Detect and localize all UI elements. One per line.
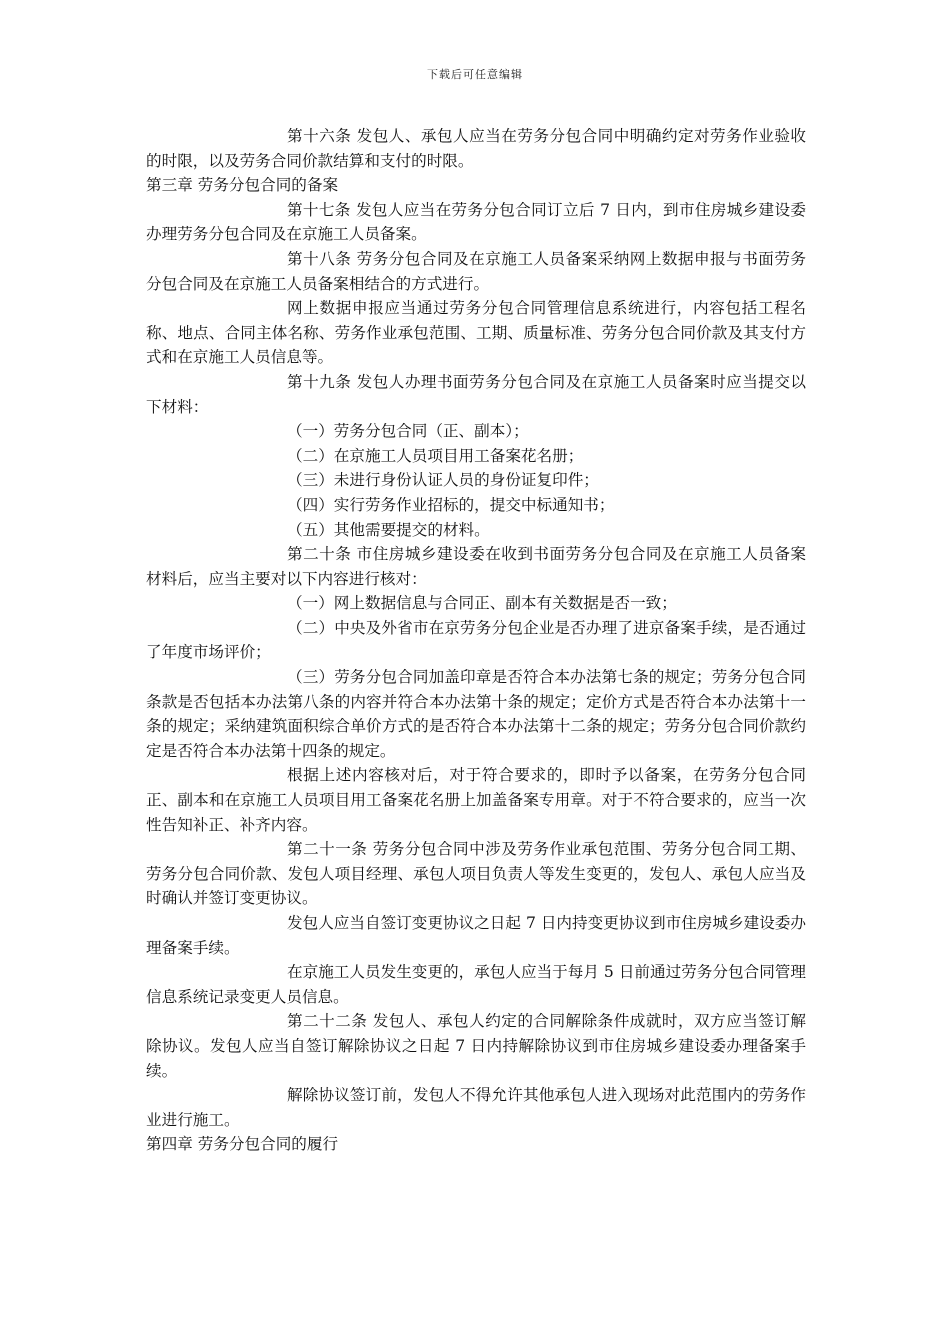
chapter-3-heading: 第三章 劳务分包合同的备案 [146, 176, 339, 195]
personnel-change-paragraph: 在京施工人员发生变更的，承包人应当于每月 5 日前通过劳务分包合同管理信息系统记录变更人员信息。 [146, 963, 806, 1006]
list-item-4: （四）实行劳务作业招标的，提交中标通知书； [287, 495, 615, 514]
list-item-3: （三）未进行身份认证人员的身份证复印件； [287, 471, 599, 490]
page-header-note: 下载后可任意编辑 [427, 68, 523, 81]
check-item-2: （二）中央及外省市在京劳务分包企业是否办理了进京备案手续，是否通过了年度市场评价； [146, 618, 806, 662]
check-item-1: （一）网上数据信息与合同正、副本有关数据是否一致； [287, 594, 677, 613]
list-item-5: （五）其他需要提交的材料。 [287, 520, 490, 539]
check-item-3: （三）劳务分包合同加盖印章是否符合本办法第七条的规定；劳务分包合同条款是否包括本办法第八条的内容并符合本办法第十条的规定；定价方式是否符合本办法第十一条的规定；采纳建筑面积综合单价方式的是否符合本办法第十二条的规定；劳务分包合同价款约定是否符合本办法第十四条的规定。 [146, 668, 806, 760]
article-17: 第十七条 发包人应当在劳务分包合同订立后 7 日内，到市住房城乡建设委办理劳务分包合同及在京施工人员备案。 [146, 200, 806, 244]
article-21: 第二十一条 劳务分包合同中涉及劳务作业承包范围、劳务分包合同工期、劳务分包合同价款、发包人项目经理、承包人项目负责人等发生变更的，发包人、承包人应当及时确认并签订变更协议。 [146, 840, 806, 908]
document-body [146, 124, 806, 1157]
chapter-4-heading: 第四章 劳务分包合同的履行 [146, 1135, 339, 1154]
article-20: 第二十条 市住房城乡建设委在收到书面劳务分包合同及在京施工人员备案材料后，应当主要对以下内容进行核对： [146, 545, 806, 588]
online-declaration-paragraph: 网上数据申报应当通过劳务分包合同管理信息系统进行，内容包括工程名称、地点、合同主体名称、劳务作业承包范围、工期、质量标准、劳务分包合同价款及其支付方式和在京施工人员信息等。 [146, 299, 806, 367]
article-16: 第十六条 发包人、承包人应当在劳务分包合同中明确约定对劳务作业验收的时限，以及劳务合同价款结算和支付的时限。 [146, 127, 806, 170]
article-19: 第十九条 发包人办理书面劳务分包合同及在京施工人员备案时应当提交以下材料： [146, 372, 806, 416]
verification-result-paragraph: 根据上述内容核对后，对于符合要求的，即时予以备案，在劳务分包合同正、副本和在京施工人员项目用工备案花名册上加盖备案专用章。对于不符合要求的，应当一次性告知补正、补齐内容。 [146, 766, 806, 834]
article-18: 第十八条 劳务分包合同及在京施工人员备案采纳网上数据申报与书面劳务分包合同及在京施工人员备案相结合的方式进行。 [146, 249, 806, 293]
change-filing-paragraph: 发包人应当自签订变更协议之日起 7 日内持变更协议到市住房城乡建设委办理备案手续。 [146, 914, 806, 957]
termination-paragraph: 解除协议签订前，发包人不得允许其他承包人进入现场对此范围内的劳务作业进行施工。 [146, 1086, 806, 1129]
article-22: 第二十二条 发包人、承包人约定的合同解除条件成就时，双方应当签订解除协议。发包人应当自签订解除协议之日起 7 日内持解除协议到市住房城乡建设委办理备案手续。 [146, 1012, 806, 1080]
list-item-1: （一）劳务分包合同（正、副本）； [287, 422, 529, 441]
list-item-2: （二）在京施工人员项目用工备案花名册； [287, 446, 584, 465]
